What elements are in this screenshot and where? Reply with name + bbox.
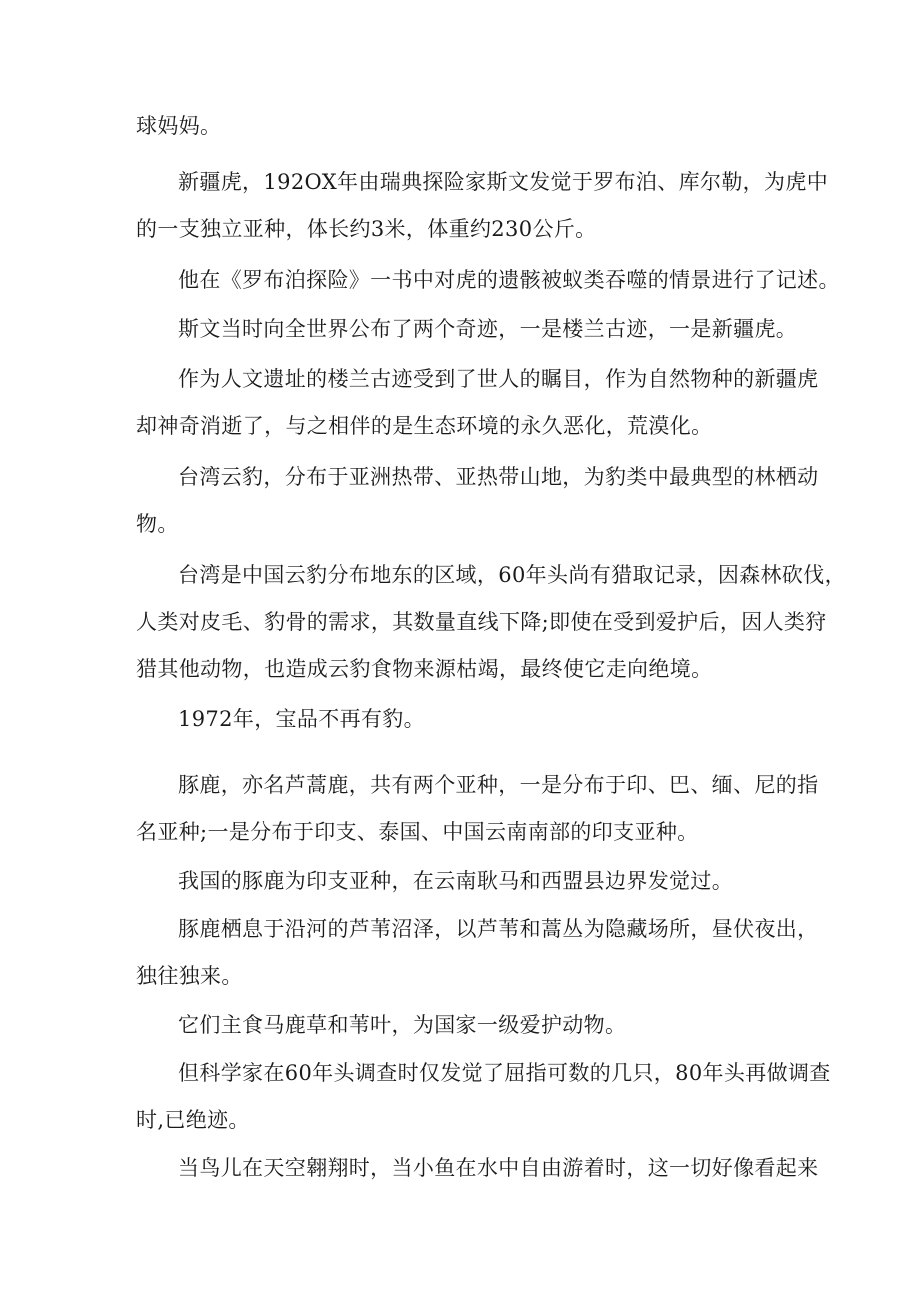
paragraph	[136, 1145, 819, 1192]
paragraph	[136, 454, 819, 548]
paragraph	[136, 696, 796, 743]
text-line: 台湾是中国云豹分布地东的区域，60年头尚有猎取记录，因森林砍伐，	[178, 563, 846, 587]
text-line: 台湾云豹，分布于亚洲热带、亚热带山地，为豹类中最典型的林栖动	[178, 465, 819, 489]
paragraph	[136, 1050, 831, 1144]
text-line: 他在《罗布泊探险》一书中对虎的遗骸被蚁类吞噬的情景进行了记述。	[178, 268, 840, 292]
text-line: 名亚种;一是分布于印支、泰国、中国云南南部的印支亚种。	[136, 820, 699, 844]
text-line: 人类对皮毛、豹骨的需求，其数量直线下降;即使在受到爱护后，因人类狩	[136, 610, 827, 634]
text-line: 作为人文遗址的楼兰古迹受到了世人的瞩目，作为自然物种的新疆虎	[178, 367, 819, 391]
text-line: 的一支独立亚种，体长约3米，体重约230公斤。	[136, 217, 597, 241]
text-line: 豚鹿，亦名芦蒿鹿，共有两个亚种，一是分布于印、巴、缅、尼的指	[178, 773, 819, 797]
text-line: 物。	[136, 512, 179, 536]
text-line: 豚鹿栖息于沿河的芦苇沼泽，以芦苇和蒿丛为隐藏场所，昼伏夜出，	[178, 917, 819, 941]
paragraph	[136, 103, 796, 150]
paragraph	[136, 159, 829, 253]
text-line: 却神奇消逝了，与之相伴的是生态环境的永久恶化，荒漠化。	[136, 414, 713, 438]
text-line: 独往独来。	[136, 964, 243, 988]
text-line: 它们主食马鹿草和苇叶，为国家一级爱护动物。	[178, 1013, 627, 1037]
text-line: 猎其他动物，也造成云豹食物来源枯竭，最终使它走向绝境。	[136, 657, 713, 681]
paragraph	[136, 858, 796, 905]
paragraph	[136, 906, 819, 1000]
paragraph	[136, 306, 796, 353]
text-line: 新疆虎，192OX年由瑞典探险家斯文发觉于罗布泊、库尔勒，为虎中	[178, 170, 829, 194]
paragraph	[136, 356, 819, 450]
paragraph	[136, 552, 846, 693]
text-line: 我国的豚鹿为印支亚种，在云南耿马和西盟县边界发觉过。	[178, 869, 734, 893]
text-line: 斯文当时向全世界公布了两个奇迹，一是楼兰古迹，一是新疆虎。	[178, 317, 798, 341]
paragraph	[136, 762, 819, 856]
paragraph	[136, 1002, 796, 1049]
text-line: 当鸟儿在天空翱翔时，当小鱼在水中自由游着时，这一切好像看起来	[178, 1156, 819, 1180]
text-line: 但科学家在60年头调查时仅发觉了屈指可数的几只，80年头再做调查	[178, 1061, 831, 1085]
text-line: 时,已绝迹。	[136, 1108, 250, 1132]
text-line: 球妈妈。	[136, 114, 222, 138]
text-line: 1972年，宝品不再有豹。	[178, 707, 425, 731]
paragraph	[136, 257, 840, 304]
